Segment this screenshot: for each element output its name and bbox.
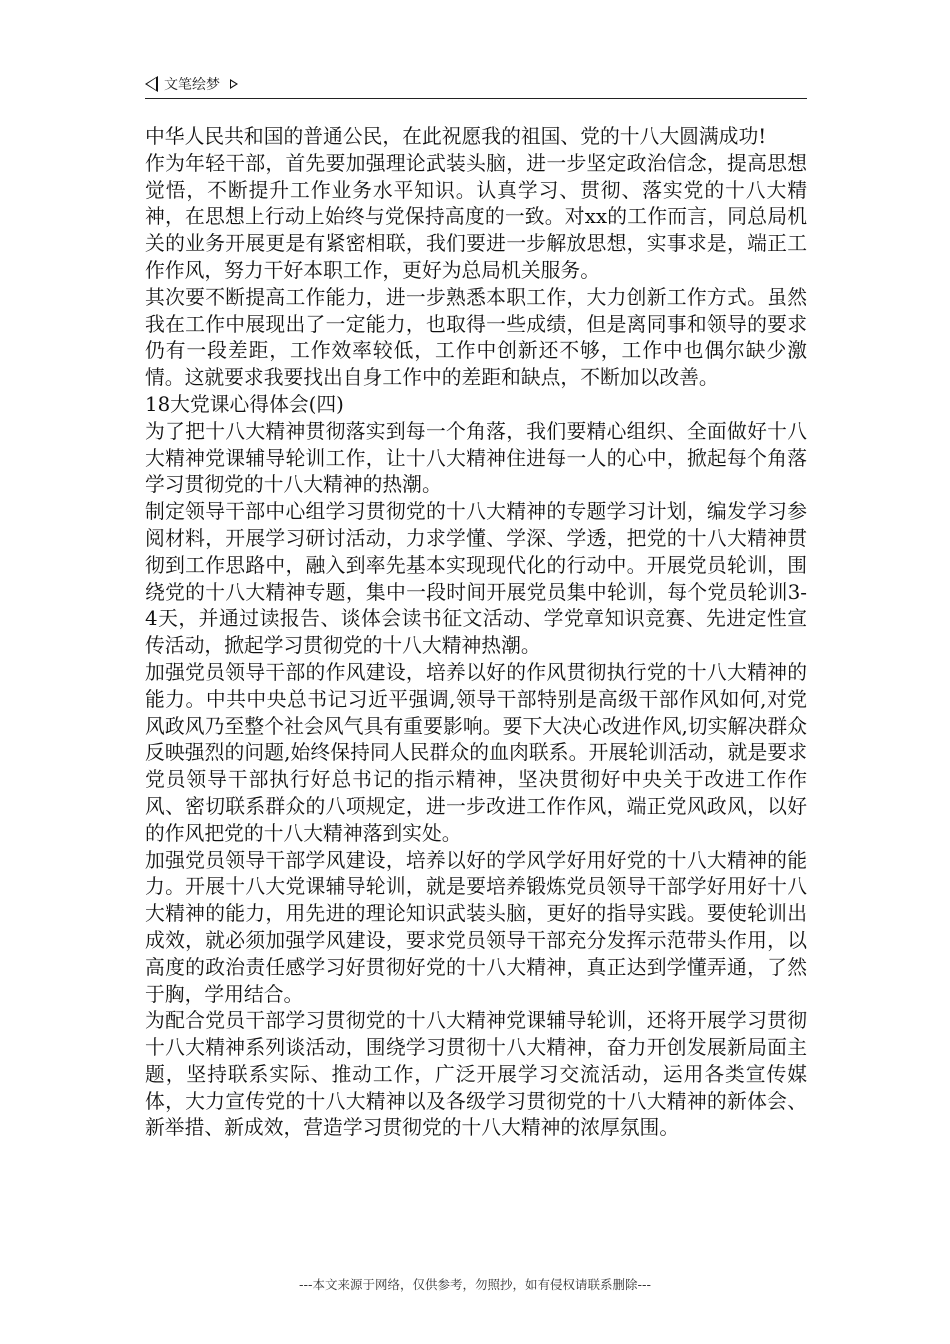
document-body	[145, 124, 807, 1142]
paragraph: 为了把十八大精神贯彻落实到每一个角落，我们要精心组织、全面做好十八大精神党课辅导轮训工作，让十八大精神住进每一人的心中，掀起每个角落学习贯彻党的十八大精神的热潮。	[145, 419, 807, 497]
triangle-left-icon	[145, 76, 158, 92]
triangle-right-icon	[230, 79, 238, 89]
header-divider	[145, 98, 807, 99]
paragraph: 作为年轻干部，首先要加强理论武装头脑，进一步坚定政治信念，提高思想觉悟，不断提升工作业务水平知识。认真学习、贯彻、落实党的十八大精神，在思想上行动上始终与党保持高度的一致。对xx的工作而言，同总局机关的业务开展更是有紧密相联，我们要进一步解放思想，实事求是，端正工作作风，努力干好本职工作，更好为总局机关服务。	[145, 151, 807, 282]
paragraph: 其次要不断提高工作能力，进一步熟悉本职工作，大力创新工作方式。虽然我在工作中展现出了一定能力，也取得一些成绩，但是离同事和领导的要求仍有一段差距，工作效率较低，工作中创新还不够，工作中也偶尔缺少激情。这就要求我要找出自身工作中的差距和缺点，不断加以改善。	[145, 285, 807, 390]
paragraph: 制定领导干部中心组学习贯彻党的十八大精神的专题学习计划，编发学习参阅材料，开展学习研讨活动，力求学懂、学深、学透，把党的十八大精神贯彻到工作思路中，融入到率先基本实现现代化的行动中。开展党员轮训，围绕党的十八大精神专题，集中一段时间开展党员集中轮训，每个党员轮训3-4天，并通过读报告、谈体会读书征文活动、学党章知识竞赛、先进定性宣传活动，掀起学习贯彻党的十八大精神热潮。	[145, 500, 807, 658]
paragraph: 中华人民共和国的普通公民，在此祝愿我的祖国、党的十八大圆满成功!	[145, 125, 767, 148]
paragraph: 加强党员领导干部学风建设，培养以好的学风学好用好党的十八大精神的能力。开展十八大党课辅导轮训，就是要培养锻炼党员领导干部学好用好十八大精神的能力，用先进的理论知识武装头脑，更好的指导实践。要使轮训出成效，就必须加强学风建设，要求党员领导干部充分发挥示范带头作用，以高度的政治责任感学习好贯彻好党的十八大精神，真正达到学懂弄通，了然于胸，学用结合。	[145, 848, 807, 1006]
paragraph: 加强党员领导干部的作风建设，培养以好的作风贯彻执行党的十八大精神的能力。中共中央总书记习近平强调,领导干部特别是高级干部作风如何,对党风政风乃至整个社会风气具有重要影响。要下大决心改进作风,切实解决群众反映强烈的问题,始终保持同人民群众的血肉联系。开展轮训活动，就是要求党员领导干部执行好总书记的指示精神，坚决贯彻好中央关于改进工作作风、密切联系群众的八项规定，进一步改进工作作风，端正党风政风，以好的作风把党的十八大精神落到实处。	[145, 660, 807, 845]
header-title: 文笔绘梦	[164, 77, 220, 93]
section-heading: 18大党课心得体会(四)	[145, 392, 344, 416]
paragraph: 为配合党员干部学习贯彻党的十八大精神党课辅导轮训，还将开展学习贯彻十八大精神系列谈活动，围绕学习贯彻十八大精神，奋力开创发展新局面主题，坚持联系实际、推动工作，广泛开展学习交流活动，运用各类宣传媒体，大力宣传党的十八大精神以及各级学习贯彻党的十八大精神的新体会、新举措、新成效，营造学习贯彻党的十八大精神的浓厚氛围。	[145, 1009, 807, 1140]
page-footer-note: ---本文来源于网络，仅供参考，勿照抄，如有侵权请联系删除---	[298, 1277, 652, 1292]
page-header	[145, 72, 807, 96]
